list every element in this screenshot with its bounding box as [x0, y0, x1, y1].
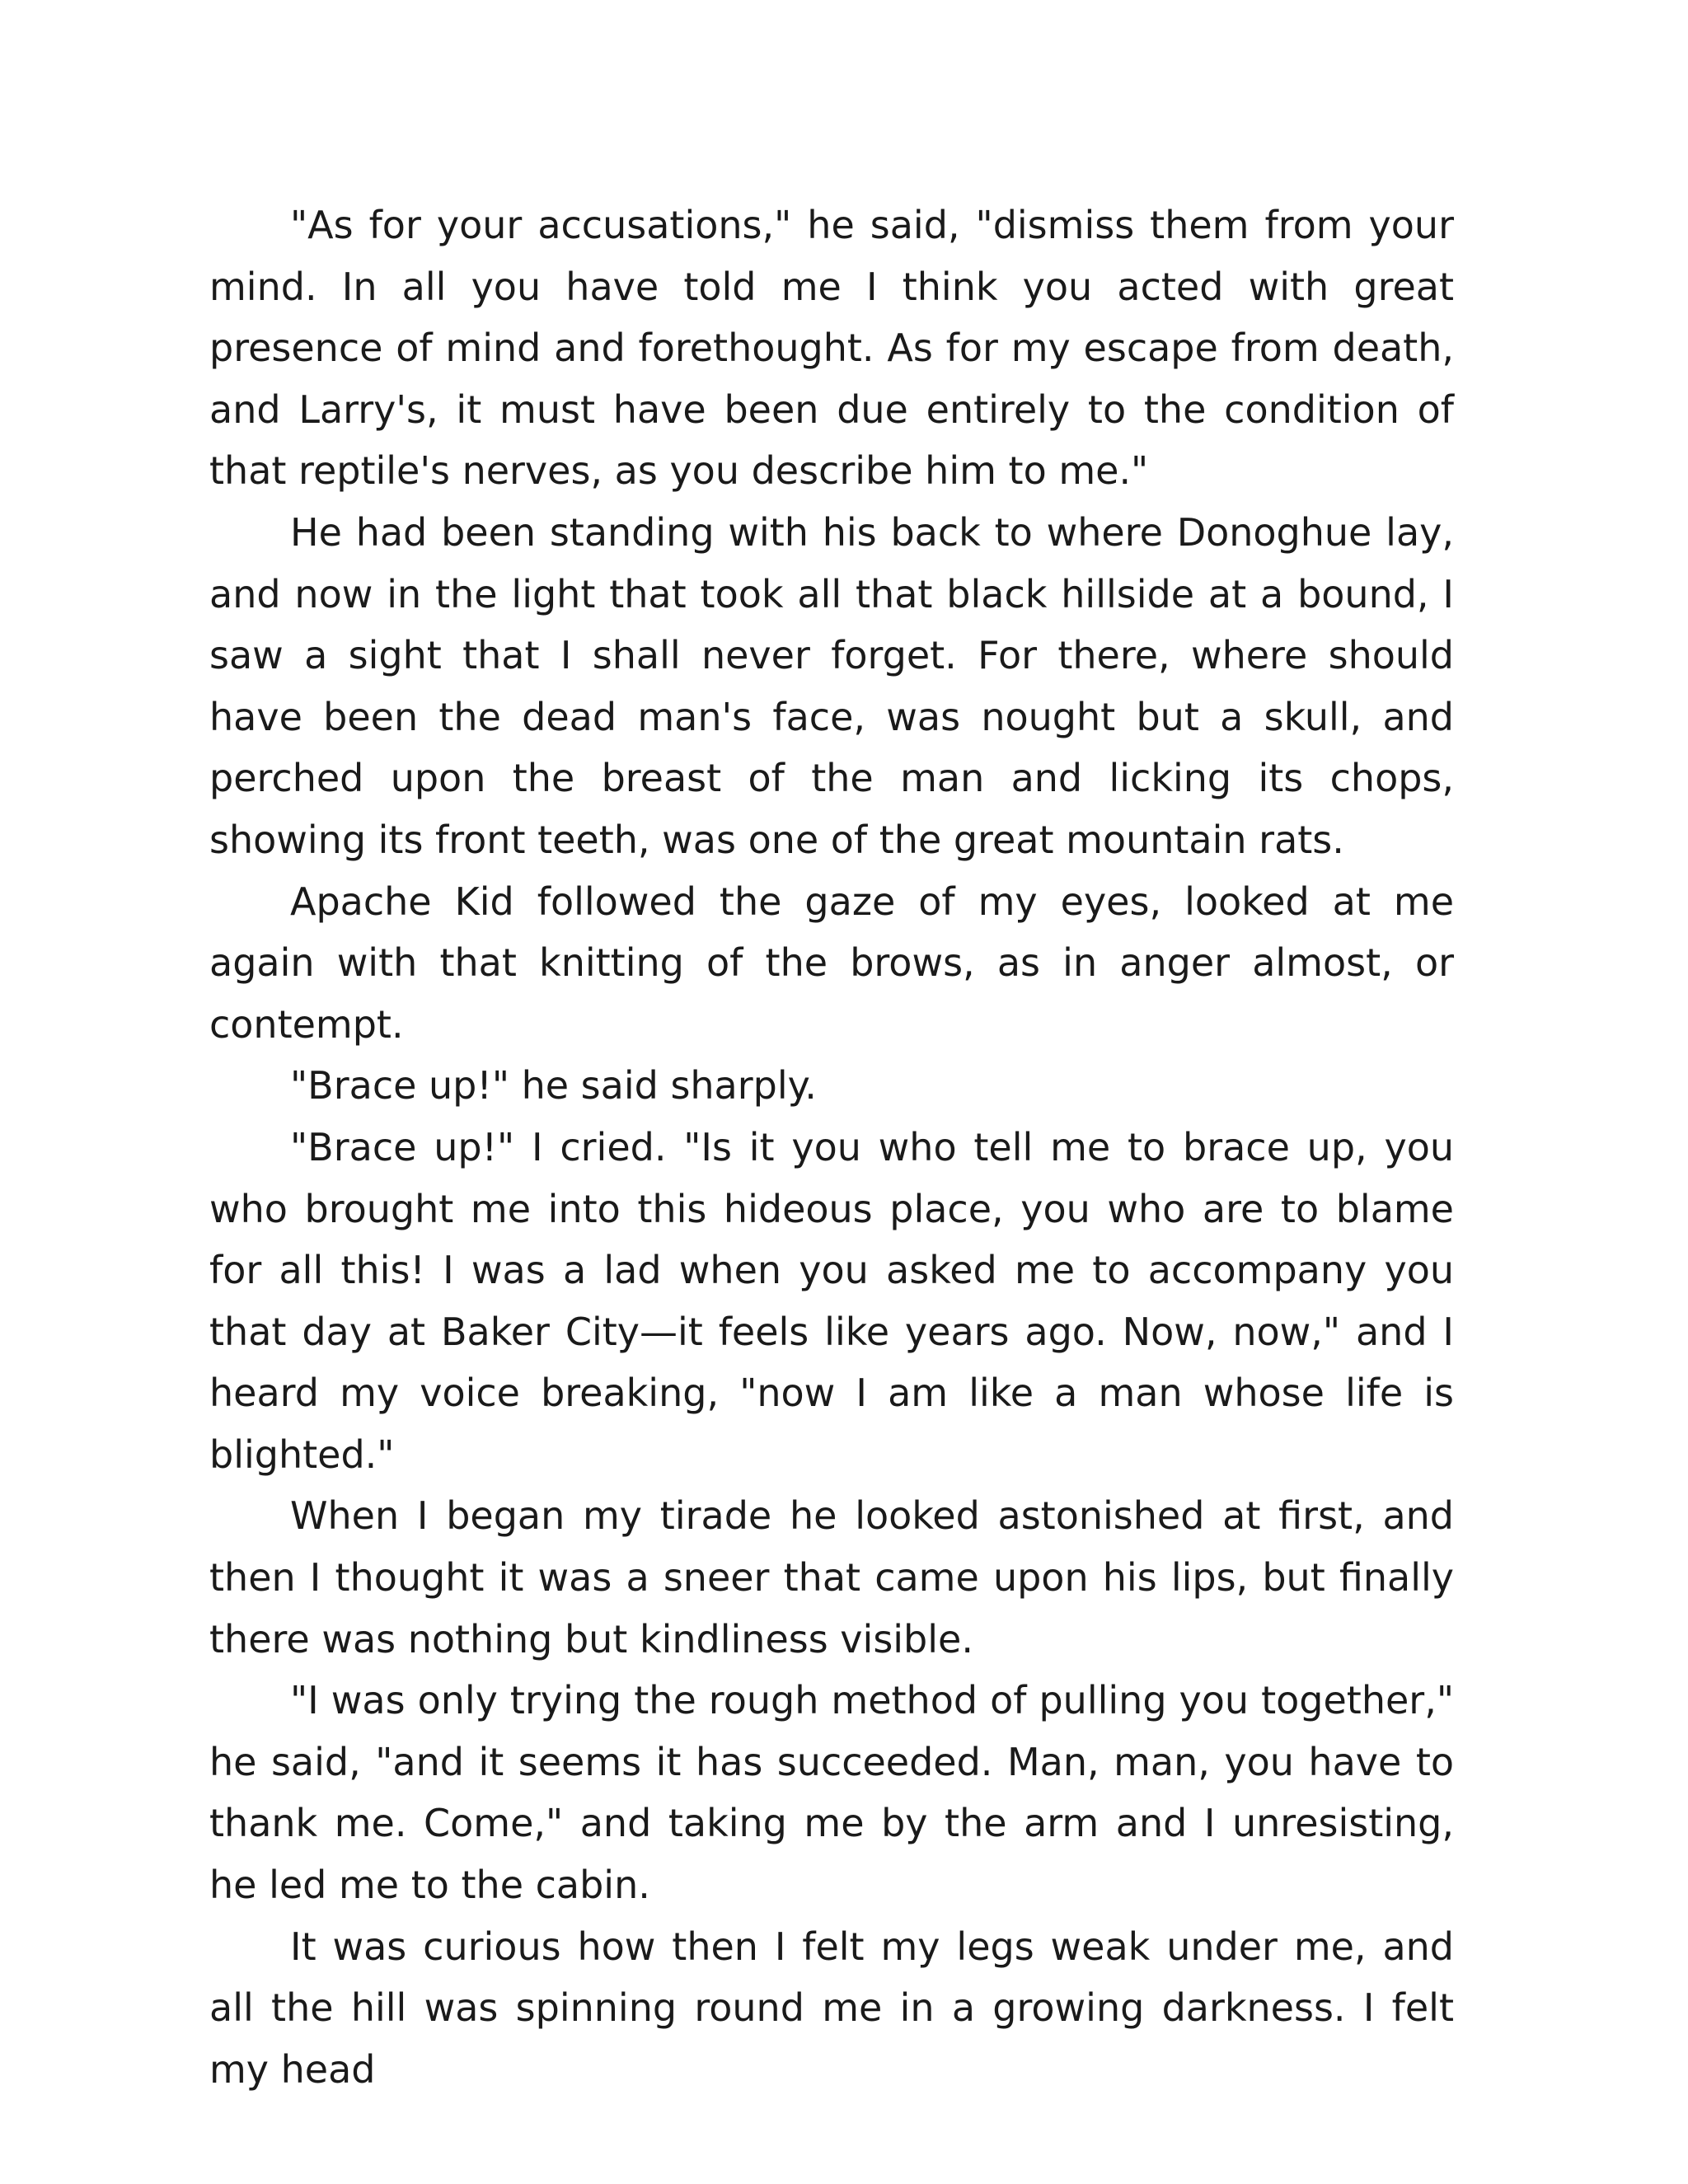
paragraph: "As for your accusations," he said, "dismiss them from your mind. In all you have told me I think you acted with great presence of mind and forethought. As for my escape from death, and Larry's, it must have been due entirely to the condition of that reptile's nerves, as you describe him to me."	[209, 203, 1454, 494]
paragraph: Apache Kid followed the gaze of my eyes, looked at me again with that knitting of the brows, as in anger almost, or contempt.	[209, 879, 1454, 1047]
paragraph: "Brace up!" I cried. "Is it you who tell me to brace up, you who brought me into this hideous place, you who are to blame for all this! I was a lad when you asked me to accompany you that day at Baker City—it feels like years ago. Now, now," and I heard my voice breaking, "now I am like a man whose life is blighted."	[209, 1124, 1454, 1477]
paragraph: He had been standing with his back to where Donoghue lay, and now in the light that took all that black hillside at a bound, I saw a sight that I shall never forget. For there, where should have been the dead man's face, was nought but a skull, and perched upon the breast of the man and licking its chops, showing its front teeth, was one of the great mountain rats.	[209, 509, 1454, 862]
paragraph: When I began my tirade he looked astonished at first, and then I thought it was a sneer that came upon his lips, but finally there was nothing but kindliness visible.	[209, 1493, 1454, 1661]
paragraph: It was curious how then I felt my legs weak under me, and all the hill was spinning round me in a growing darkness. I felt my head	[209, 1924, 1454, 2092]
body-text	[209, 194, 1454, 2100]
paragraph: "Brace up!" he said sharply.	[290, 1063, 817, 1108]
paragraph: "I was only trying the rough method of pulling you together," he said, "and it seems it has succeeded. Man, man, you have to thank me. Come," and taking me by the arm and I unresisting, he led me to the cabin.	[209, 1678, 1454, 1908]
